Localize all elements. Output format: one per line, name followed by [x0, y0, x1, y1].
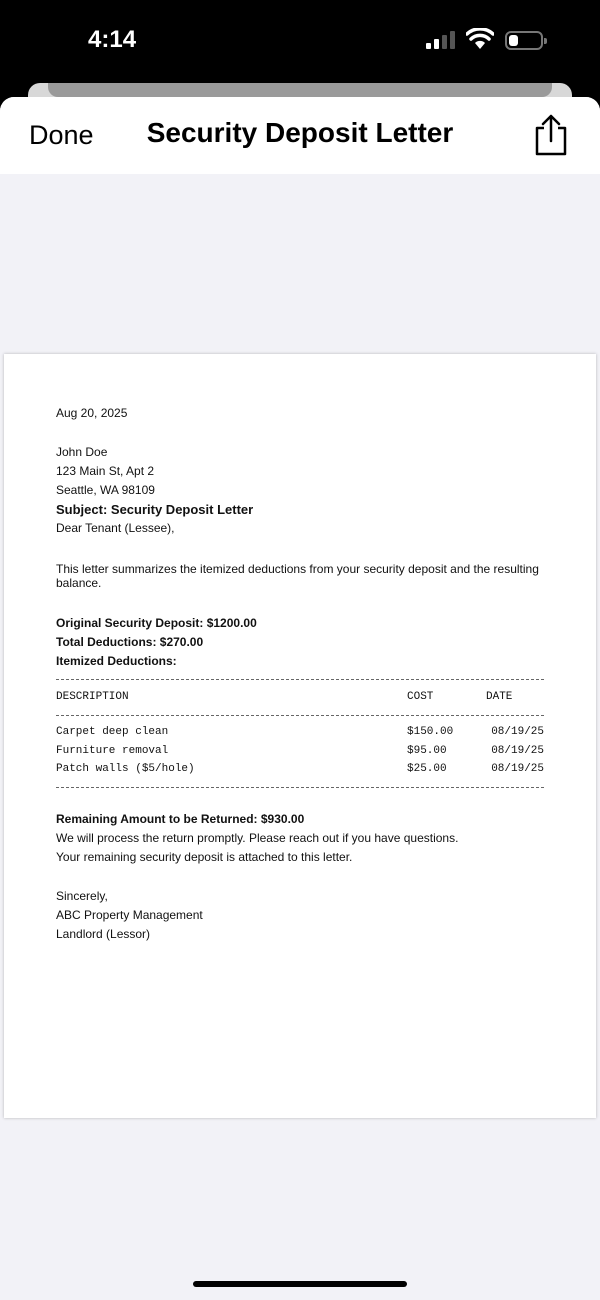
- letter-date: Aug 20, 2025: [56, 406, 128, 420]
- table-header: [56, 688, 544, 707]
- table-row: [56, 761, 544, 780]
- divider: [56, 679, 544, 680]
- intro-paragraph: This letter summarizes the itemized deductions from your security deposit and the resulting balance.: [56, 562, 539, 590]
- salutation: Dear Tenant (Lessee),: [56, 521, 175, 535]
- document-sheet: [0, 97, 600, 1300]
- page-title: [0, 117, 600, 149]
- letter-subject: Subject: Security Deposit Letter: [56, 502, 254, 517]
- process-note: We will process the return promptly. Please reach out if you have questions.: [56, 831, 459, 845]
- home-indicator[interactable]: [193, 1281, 407, 1287]
- header-description: DESCRIPTION: [56, 690, 129, 703]
- cellular-signal-icon: [426, 31, 455, 49]
- nav-bar: [0, 97, 600, 174]
- status-time: 4:14: [88, 26, 137, 53]
- header-date: DATE: [486, 690, 513, 703]
- item-cost: $150.00: [407, 726, 454, 739]
- item-date: 08/19/25: [491, 763, 544, 776]
- status-bar: [0, 0, 600, 90]
- share-icon[interactable]: [533, 114, 569, 156]
- item-description: Carpet deep clean: [56, 726, 169, 739]
- item-cost: $95.00: [407, 744, 447, 757]
- title-text: Security Deposit Letter: [146, 117, 454, 148]
- item-date: 08/19/25: [491, 726, 544, 739]
- table-row: [56, 724, 544, 743]
- table-row: [56, 742, 544, 761]
- sender-role: Landlord (Lessor): [56, 927, 151, 941]
- sender-company: ABC Property Management: [56, 908, 203, 922]
- item-description: Furniture removal: [56, 744, 169, 757]
- item-cost: $25.00: [407, 763, 447, 776]
- divider: [56, 715, 544, 716]
- remaining-amount: Remaining Amount to be Returned: $930.00: [56, 812, 305, 826]
- closing: [56, 887, 544, 944]
- divider: [56, 787, 544, 788]
- recipient-city: Seattle, WA 98109: [56, 483, 155, 497]
- deposit-summary: [56, 614, 544, 652]
- original-deposit: Original Security Deposit: $1200.00: [56, 616, 257, 630]
- recipient-name: John Doe: [56, 445, 108, 459]
- total-deductions: Total Deductions: $270.00: [56, 635, 204, 649]
- itemized-heading: Itemized Deductions:: [56, 654, 177, 668]
- header-cost: COST: [407, 690, 434, 703]
- wifi-icon: [466, 28, 494, 50]
- letter-page: [4, 354, 596, 1118]
- item-date: 08/19/25: [491, 744, 544, 757]
- battery-icon: [505, 31, 543, 50]
- attached-note: Your remaining security deposit is attached to this letter.: [56, 850, 353, 864]
- deductions-table: [56, 679, 544, 788]
- recipient-street: 123 Main St, Apt 2: [56, 464, 155, 478]
- closing-line: Sincerely,: [56, 889, 108, 903]
- recipient-address: [56, 443, 544, 500]
- done-button[interactable]: Done: [29, 120, 94, 150]
- item-description: Patch walls ($5/hole): [56, 763, 195, 776]
